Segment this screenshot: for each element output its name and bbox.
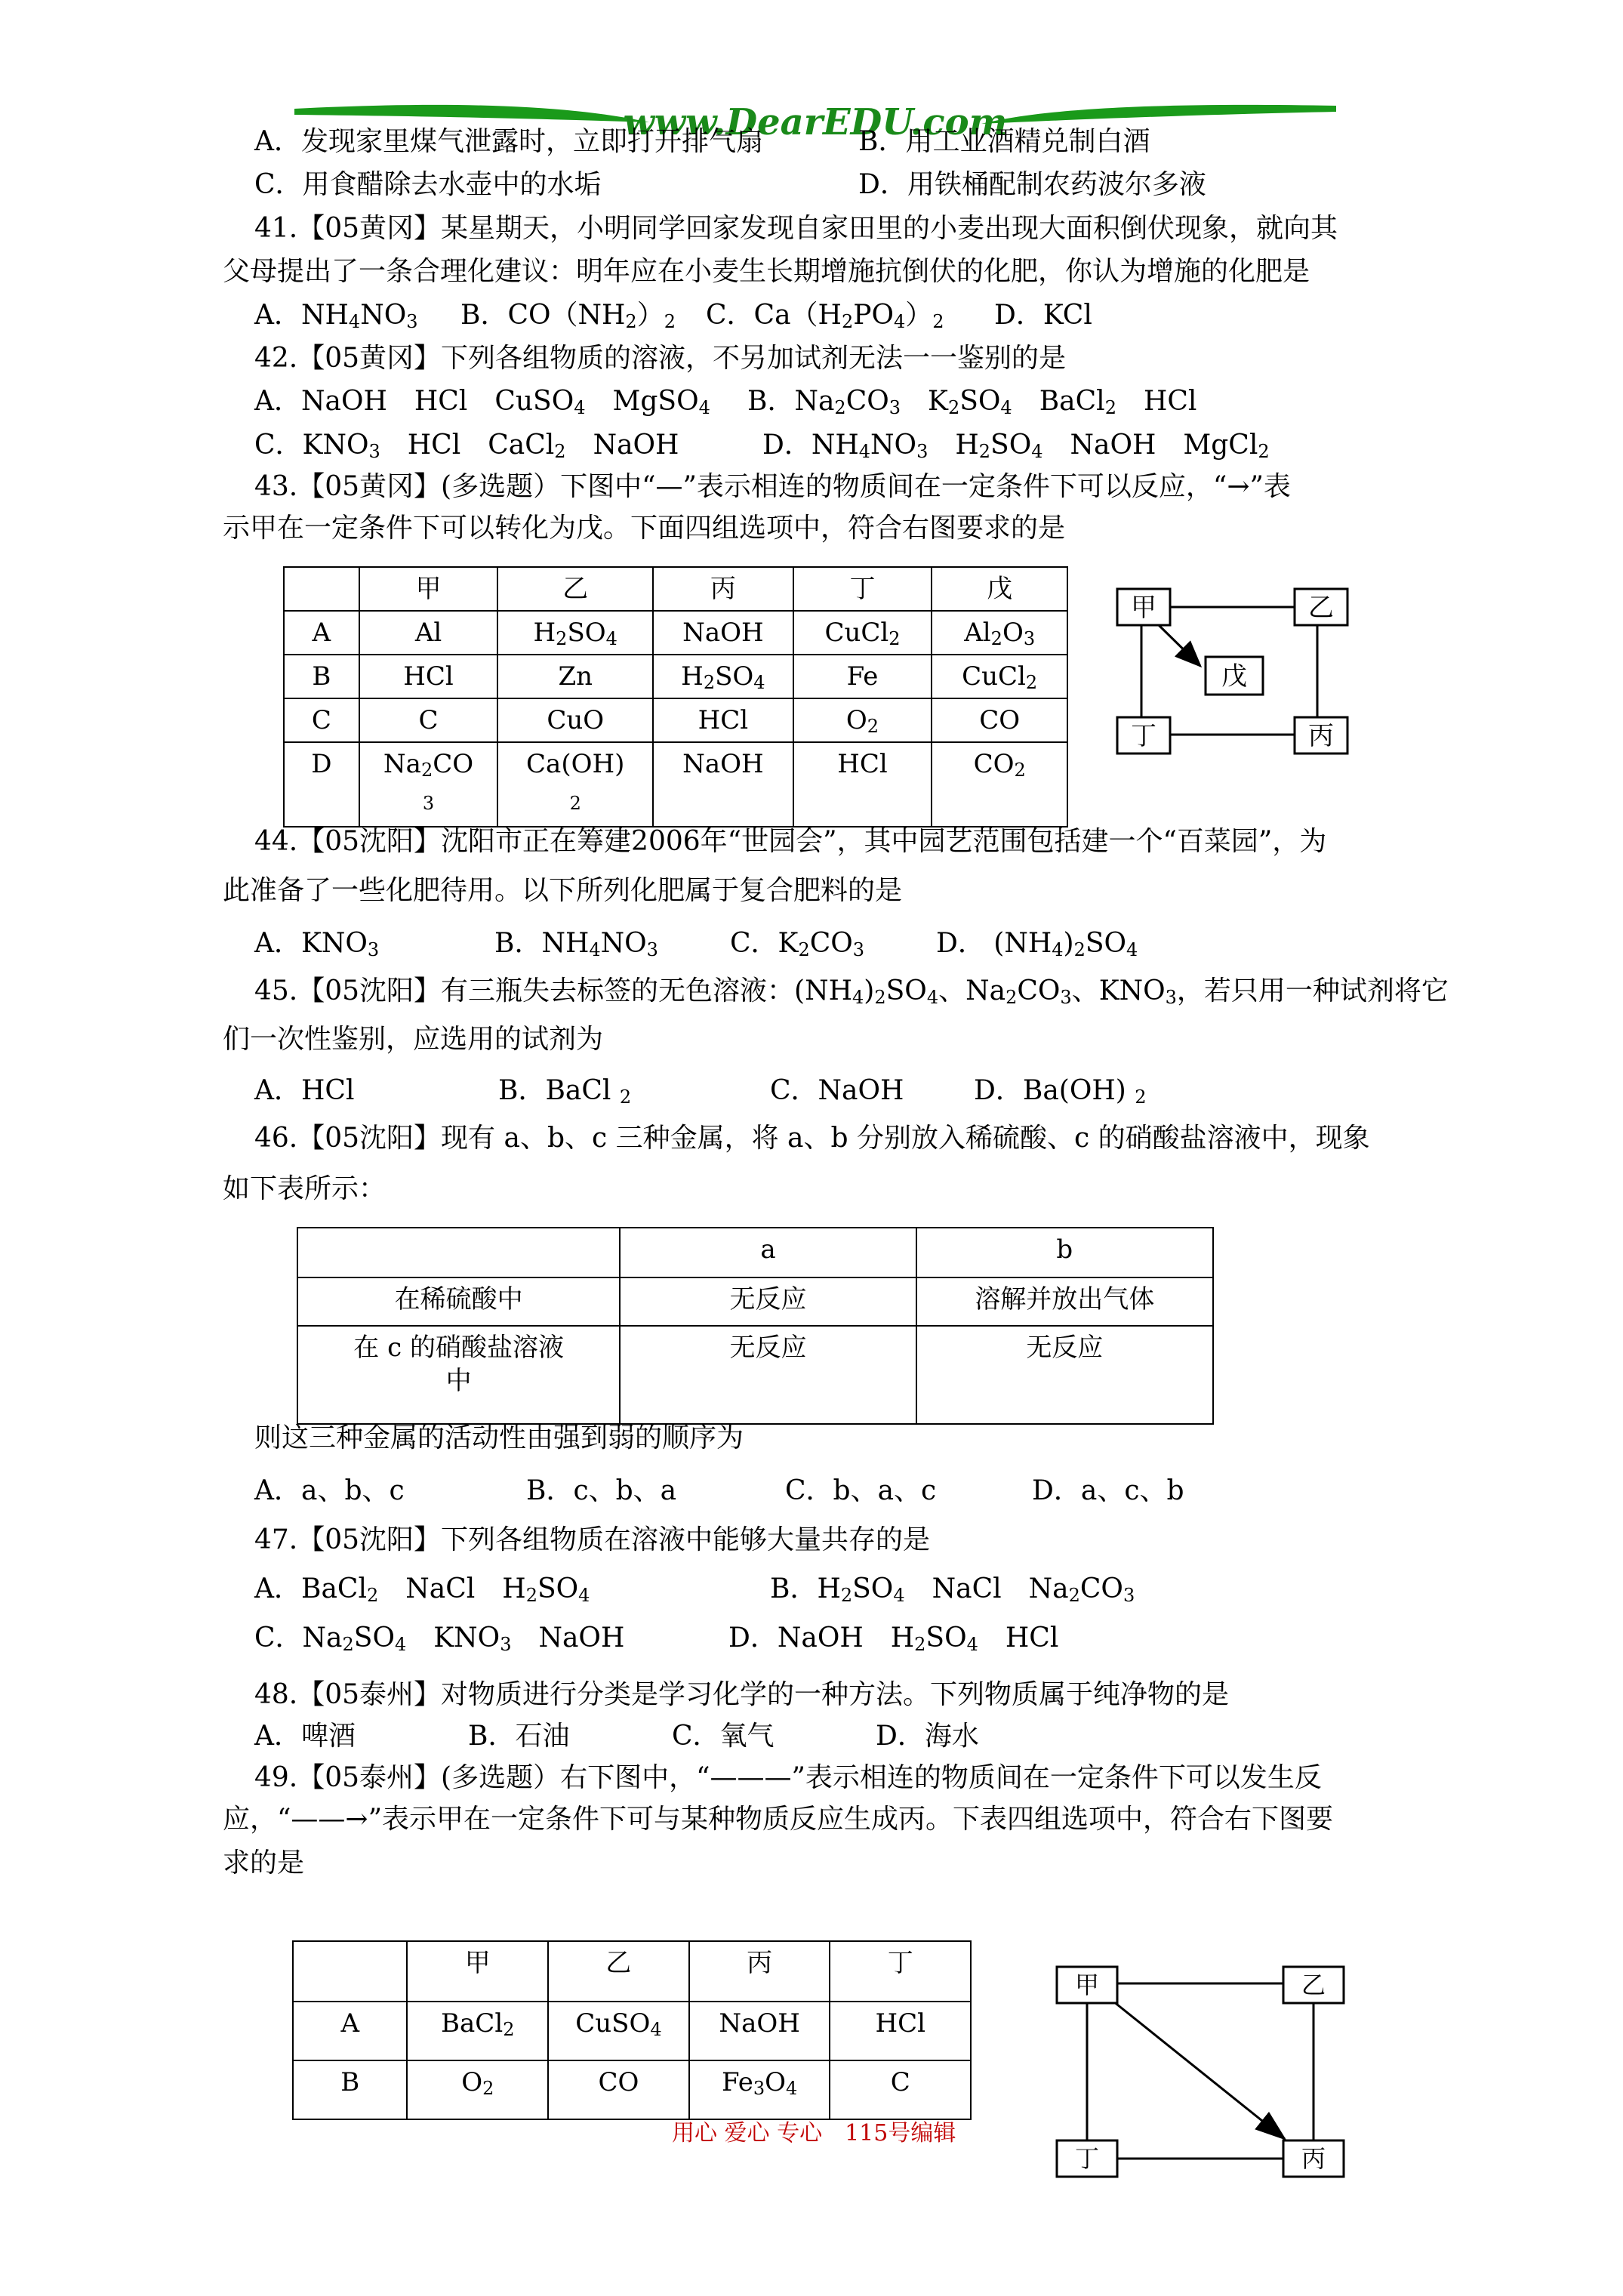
table-cell: A xyxy=(284,611,359,655)
table-cell: $Na_2CO$ 3 xyxy=(359,742,498,827)
text-line: B．$H_2SO_4$ NaCl $Na_2CO_3$ xyxy=(770,1573,1135,1606)
table-row xyxy=(293,2060,971,2119)
table-cell: 在 c 的硝酸盐溶液 中 xyxy=(297,1326,620,1424)
text-line: B．石油 xyxy=(468,1721,570,1752)
text-line: A．发现家里煤气泄露时，立即打开排气扇 xyxy=(254,126,763,157)
text-line: A．NaOH HCl CuSO$_4$ MgSO$_4$ xyxy=(254,386,710,418)
text-line: 求的是 xyxy=(223,1848,305,1878)
table-cell: C xyxy=(284,698,359,742)
table-header-cell xyxy=(284,567,359,611)
text-line: C．b、a、c xyxy=(785,1475,937,1506)
text-line: D．Ba(OH) $_2$ xyxy=(974,1075,1147,1108)
text-line: D． $(NH_4)_2SO_4$ xyxy=(936,928,1138,960)
table-header-cell: 丙 xyxy=(653,567,793,611)
table-cell: C xyxy=(830,2060,971,2119)
table-cell: $H_2SO_4$ xyxy=(653,655,793,698)
page-footer: 用心 爱心 专心 115号编辑 xyxy=(672,2120,956,2147)
text-line: 示甲在一定条件下可以转化为戊。下面四组选项中，符合右图要求的是 xyxy=(223,513,1066,544)
text-line: 44.【05沈阳】沈阳市正在筹建2006年“世园会”，其中园艺范围包括建一个“百菜园”，为 xyxy=(254,826,1327,857)
text-line: D．海水 xyxy=(876,1721,979,1752)
table-row xyxy=(297,1277,1213,1326)
table-cell: B xyxy=(293,2060,407,2119)
table-row xyxy=(284,655,1067,698)
table-cell: $O_2$ xyxy=(407,2060,548,2119)
table-header-row xyxy=(297,1228,1213,1277)
text-line: D．$NH_4NO_3$ $H_2SO_4$ NaOH MgCl$_2$ xyxy=(762,430,1270,462)
table-cell: 无反应 xyxy=(916,1326,1213,1424)
table-cell: CO xyxy=(932,698,1067,742)
table-cell: $Al_2O_3$ xyxy=(932,611,1067,655)
table-cell: HCl xyxy=(830,2002,971,2060)
table-cell: BaCl$_2$ xyxy=(407,2002,548,2060)
table-cell: D xyxy=(284,742,359,827)
text-line: 应，“——→”表示甲在一定条件下可与某种物质反应生成丙。下表四组选项中，符合右下图要 xyxy=(223,1804,1333,1835)
text-line: C．$K_2CO_3$ xyxy=(730,928,865,960)
table-q43 xyxy=(283,566,1068,827)
label-ding: 丁 xyxy=(1131,721,1156,751)
label-jia: 甲 xyxy=(1074,1971,1100,1999)
table-header-cell: 丁 xyxy=(793,567,932,611)
table-q49 xyxy=(292,1940,972,2120)
text-line: A．a、b、c xyxy=(254,1475,405,1506)
banner-swoosh-right xyxy=(981,105,1336,124)
label-bing: 丙 xyxy=(1301,2144,1326,2173)
table-cell: B xyxy=(284,655,359,698)
table-row xyxy=(284,742,1067,827)
text-line: 父母提出了一条合理化建议：明年应在小麦生长期增施抗倒伏的化肥，你认为增施的化肥是 xyxy=(223,256,1310,287)
text-line: C．$KNO_3$ HCl CaCl$_2$ NaOH xyxy=(254,430,679,462)
text-line: B．c、b、a xyxy=(526,1475,677,1506)
table-header-cell xyxy=(297,1228,620,1277)
text-line: D．KCl xyxy=(994,300,1092,331)
table-cell: CuO xyxy=(497,698,653,742)
text-line: D．NaOH $H_2SO_4$ HCl xyxy=(728,1623,1059,1655)
text-line: 如下表所示： xyxy=(223,1173,387,1204)
text-line: B．$CO(NH_2)_2$ xyxy=(460,300,676,332)
table-cell: HCl xyxy=(653,698,793,742)
text-line: C．氧气 xyxy=(672,1721,775,1752)
table-cell: A xyxy=(293,2002,407,2060)
text-line: A．HCl xyxy=(254,1075,355,1106)
table-cell: $H_2SO_4$ xyxy=(497,611,653,655)
table-cell: CuCl$_2$ xyxy=(793,611,932,655)
table-cell: CuCl$_2$ xyxy=(932,655,1067,698)
label-wu: 戊 xyxy=(1221,661,1247,692)
table-cell: NaOH xyxy=(689,2002,830,2060)
table-cell: $CO_2$ xyxy=(932,742,1067,827)
text-line: 41.【05黄冈】某星期天，小明同学回家发现自家田里的小麦出现大面积倒伏现象，就向其 xyxy=(254,213,1338,244)
table-cell: Fe xyxy=(793,655,932,698)
table-cell: Al xyxy=(359,611,498,655)
table-cell: 在稀硫酸中 xyxy=(297,1277,620,1326)
text-line: A．BaCl$_2$ NaCl $H_2SO_4$ xyxy=(254,1573,590,1606)
text-line: A．$KNO_3$ xyxy=(254,928,380,960)
table-cell: CO xyxy=(548,2060,689,2119)
table-cell: $Fe_3O_4$ xyxy=(689,2060,830,2119)
table-cell: Zn xyxy=(497,655,653,698)
text-line: C．NaOH xyxy=(770,1075,904,1106)
table-header-cell: 丙 xyxy=(689,1941,830,2002)
text-line: B．$NH_4NO_3$ xyxy=(494,928,658,960)
text-line: 46.【05沈阳】现有 a、b、c 三种金属，将 a、b 分别放入稀硫酸、c 的硝酸盐溶液中，现象 xyxy=(254,1123,1370,1154)
text-line: 48.【05泰州】对物质进行分类是学习化学的一种方法。下列物质属于纯净物的是 xyxy=(254,1679,1230,1710)
table-header-cell: a xyxy=(620,1228,916,1277)
table-cell: 无反应 xyxy=(620,1326,916,1424)
table-cell: $O_2$ xyxy=(793,698,932,742)
text-line: 45.【05沈阳】有三瓶失去标签的无色溶液：$(NH_4)_2SO_4$、$Na_2CO_3$、$KNO_3$，若只用一种试剂将它 xyxy=(254,975,1449,1008)
table-row xyxy=(297,1326,1213,1424)
table-header-cell: 甲 xyxy=(407,1941,548,2002)
text-line: 47.【05沈阳】下列各组物质在溶液中能够大量共存的是 xyxy=(254,1524,931,1555)
label-ding: 丁 xyxy=(1074,2144,1100,2173)
table-header-cell: 丁 xyxy=(830,1941,971,2002)
diagram-q49 xyxy=(1049,1959,1355,2186)
text-line: 49.【05泰州】(多选题）右下图中，“———”表示相连的物质间在一定条件下可以发生反 xyxy=(254,1762,1322,1793)
text-line: A．$NH_4NO_3$ xyxy=(254,300,418,332)
text-line: 42.【05黄冈】下列各组物质的溶液，不另加试剂无法一一鉴别的是 xyxy=(254,343,1067,374)
text-line: B．$Na_2CO_3$ $K_2SO_4$ BaCl$_2$ HCl xyxy=(747,386,1197,418)
table-cell: HCl xyxy=(359,655,498,698)
text-line: B．用工业酒精兑制白酒 xyxy=(858,126,1150,157)
table-row xyxy=(293,2002,971,2060)
table-header-cell: 甲 xyxy=(359,567,498,611)
table-q46 xyxy=(297,1227,1214,1425)
table-cell: HCl xyxy=(793,742,932,827)
label-yi: 乙 xyxy=(1308,593,1334,623)
table-header-cell xyxy=(293,1941,407,2002)
table-header-row xyxy=(293,1941,971,2002)
text-line: 43.【05黄冈】(多选题）下图中“—”表示相连的物质间在一定条件下可以反应，“→”表 xyxy=(254,471,1291,502)
table-header-cell: 乙 xyxy=(497,567,653,611)
label-yi: 乙 xyxy=(1301,1971,1326,1999)
table-row xyxy=(284,611,1067,655)
text-line: 则这三种金属的活动性由强到弱的顺序为 xyxy=(254,1422,744,1453)
table-cell: 无反应 xyxy=(620,1277,916,1326)
table-cell: C xyxy=(359,698,498,742)
table-cell: NaOH xyxy=(653,742,793,827)
text-line: D．用铁桶配制农药波尔多液 xyxy=(858,169,1206,200)
text-line: C．$Na_2SO_4$ $KNO_3$ NaOH xyxy=(254,1623,625,1655)
table-header-cell: b xyxy=(916,1228,1213,1277)
text-line: C．用食醋除去水壶中的水垢 xyxy=(254,169,602,200)
banner-site-name: www.DearEDU.com xyxy=(623,101,1008,143)
table-header-cell: 乙 xyxy=(548,1941,689,2002)
text-line: D．a、c、b xyxy=(1032,1475,1184,1506)
label-bing: 丙 xyxy=(1308,721,1334,751)
text-line: C．$Ca(H_2PO_4)_2$ xyxy=(706,300,944,332)
label-jia: 甲 xyxy=(1131,593,1156,623)
table-cell: NaOH xyxy=(653,611,793,655)
text-line: 此准备了一些化肥待用。以下所列化肥属于复合肥料的是 xyxy=(223,875,903,906)
text-line: B．BaCl $_2$ xyxy=(498,1075,632,1108)
table-cell: Ca(OH) 2 xyxy=(497,742,653,827)
text-line: 们一次性鉴别，应选用的试剂为 xyxy=(223,1024,604,1055)
diagram-q43 xyxy=(1113,581,1351,763)
table-header-cell: 戊 xyxy=(932,567,1067,611)
text-line: A．啤酒 xyxy=(254,1721,356,1752)
banner-swoosh-left xyxy=(294,105,649,122)
table-header-row xyxy=(284,567,1067,611)
table-cell: 溶解并放出气体 xyxy=(916,1277,1213,1326)
table-row xyxy=(284,698,1067,742)
table-cell: CuSO$_4$ xyxy=(548,2002,689,2060)
